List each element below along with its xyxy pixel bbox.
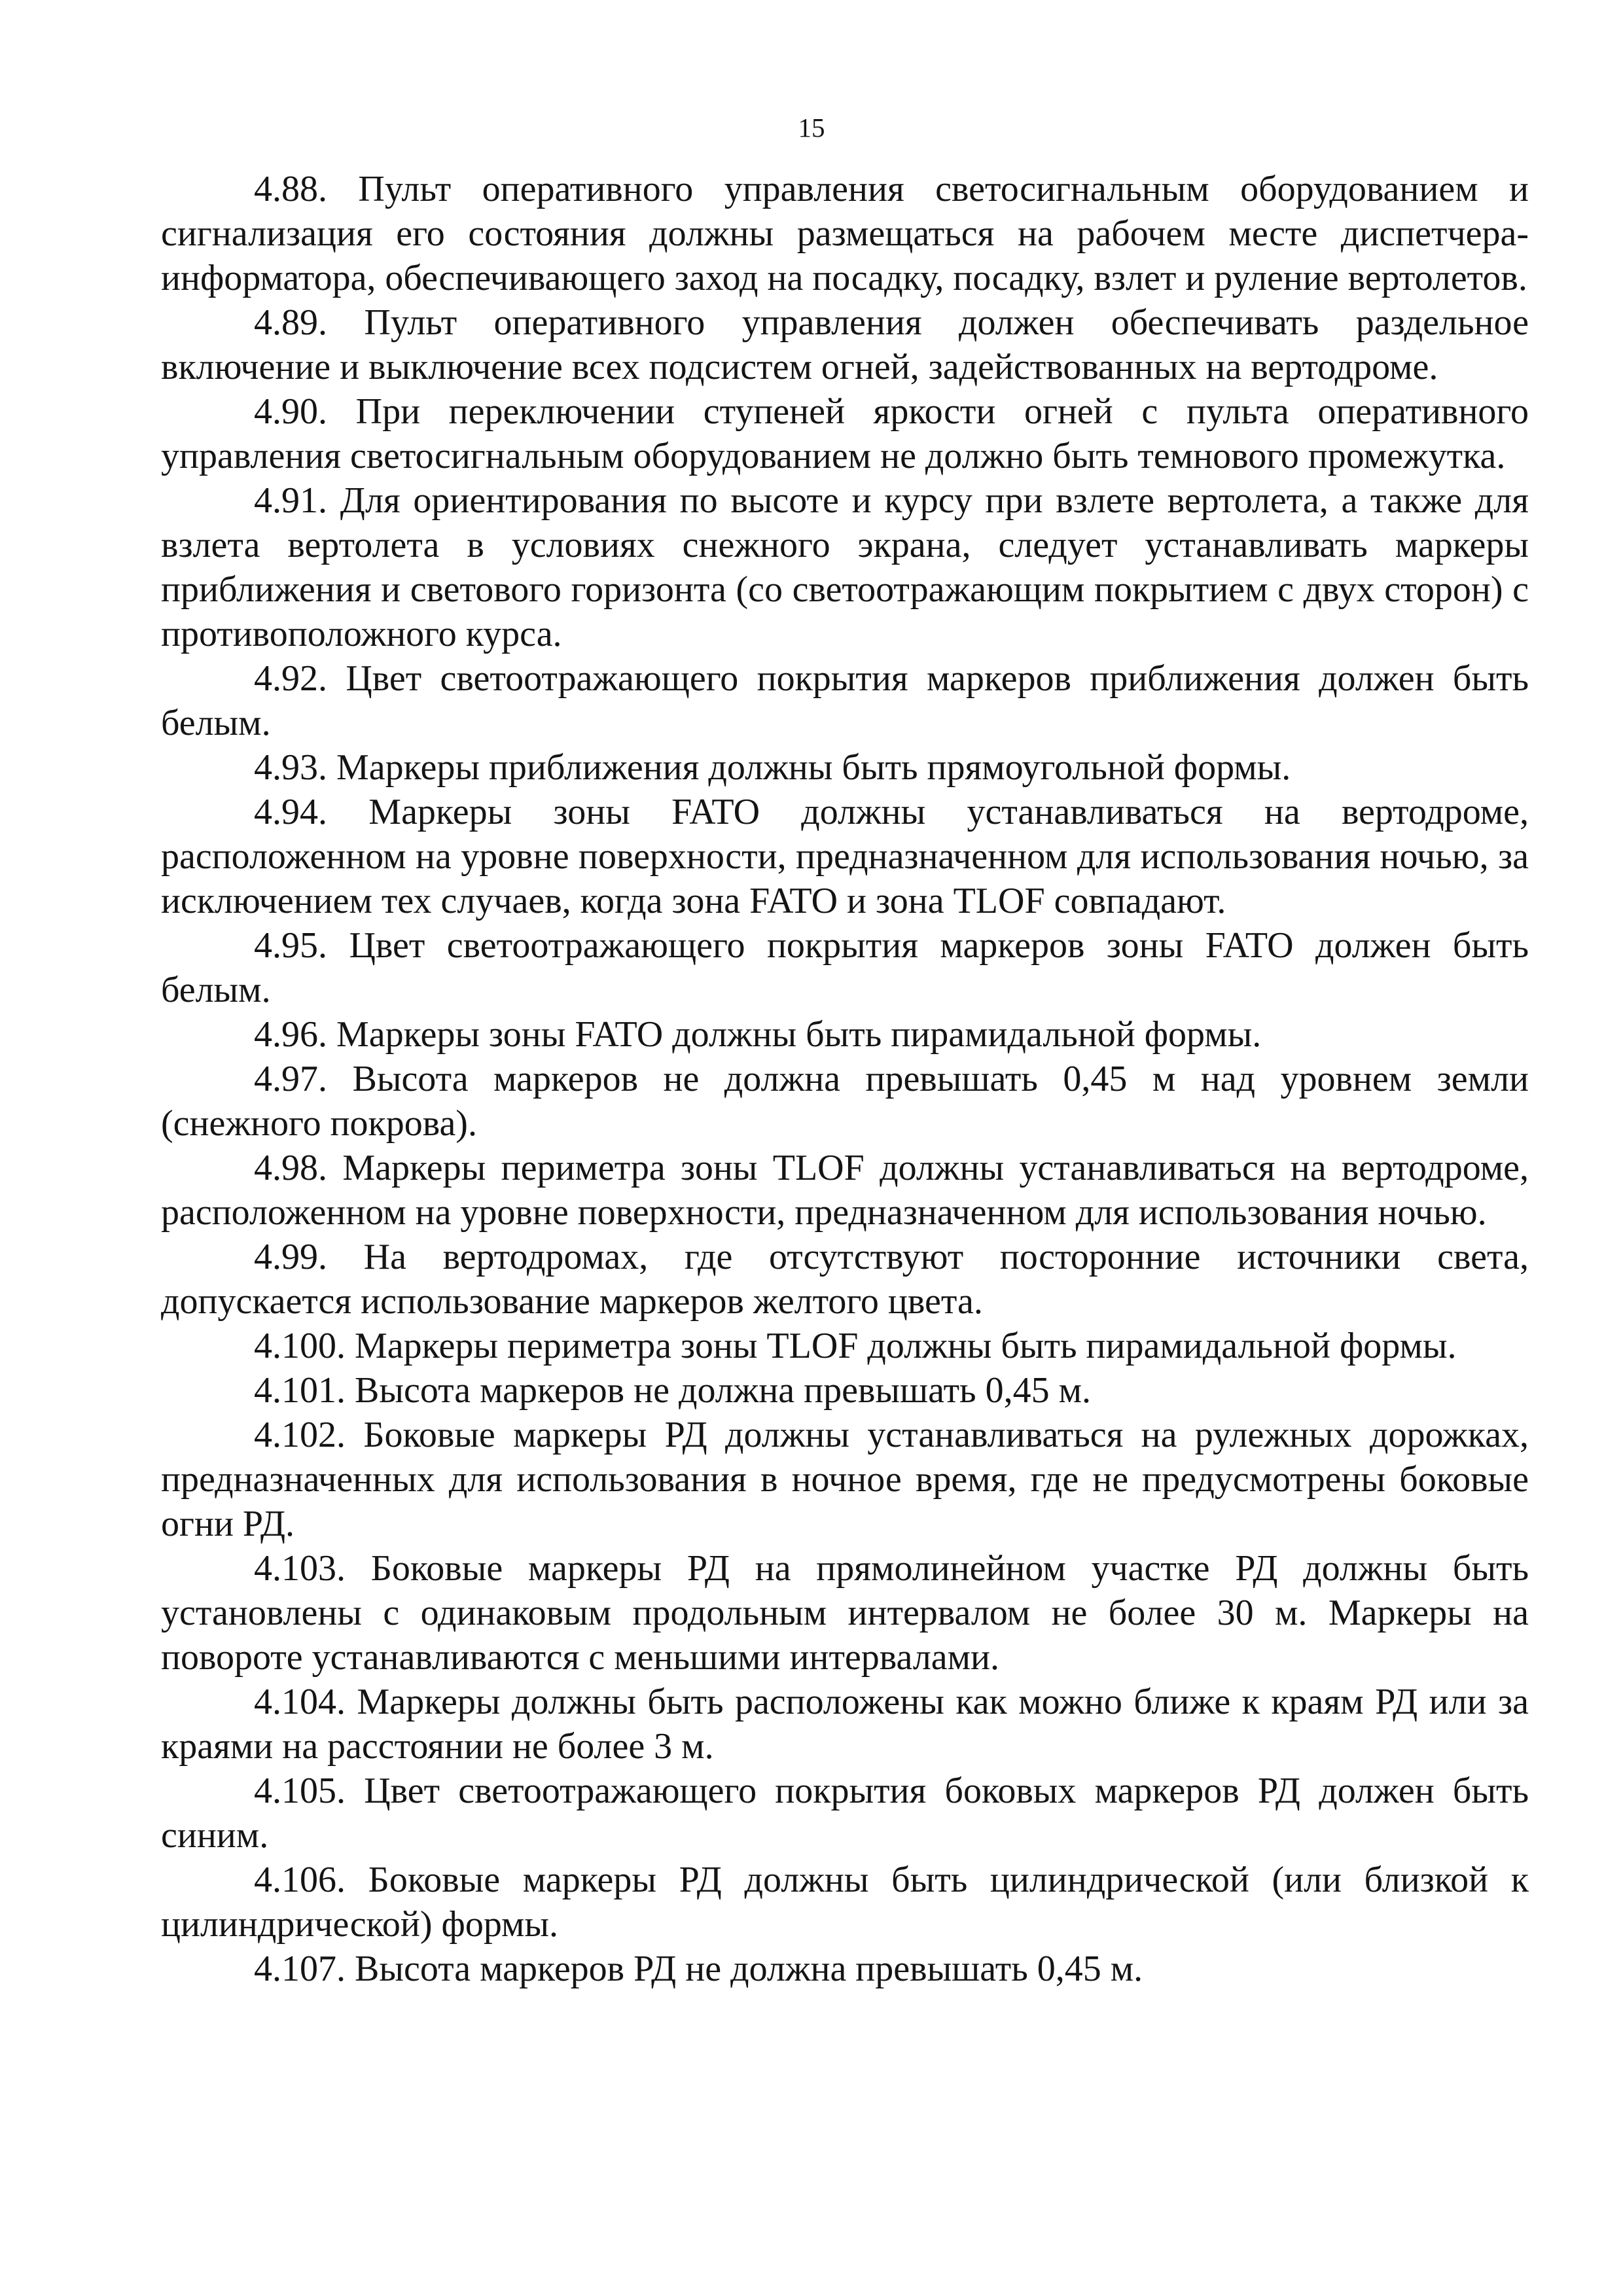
paragraph-text: Цвет светоотражающего покрытия маркеров приближения должен быть белым. bbox=[161, 658, 1529, 743]
paragraph-number: 4.105. bbox=[254, 1771, 346, 1811]
paragraph-4-94 bbox=[161, 790, 1529, 923]
paragraph-text: Пульт оперативного управления светосигнальным оборудованием и сигнализация его состояния должны размещаться на рабочем месте диспетчера-информатора, обеспечивающего заход на посадку, посадку, взлет и руление вертолетов. bbox=[161, 169, 1529, 298]
paragraph-4-105 bbox=[161, 1769, 1529, 1858]
paragraph-4-96 bbox=[161, 1012, 1529, 1057]
paragraph-number: 4.95. bbox=[254, 925, 327, 966]
paragraph-text: Боковые маркеры РД должны устанавливаться на рулежных дорожках, предназначенных для использования в ночное время, где не предусмотрены боковые огни РД. bbox=[161, 1415, 1529, 1544]
paragraph-text: Боковые маркеры РД должны быть цилиндрической (или близкой к цилиндрической) формы. bbox=[161, 1860, 1529, 1945]
paragraph-number: 4.102. bbox=[254, 1415, 346, 1455]
paragraph-4-91 bbox=[161, 478, 1529, 656]
paragraph-4-102 bbox=[161, 1413, 1529, 1546]
paragraph-text: Пульт оперативного управления должен обеспечивать раздельное включение и выключение всех подсистем огней, задействованных на вертодроме. bbox=[161, 302, 1529, 387]
paragraph-number: 4.93. bbox=[254, 747, 327, 788]
paragraph-4-103 bbox=[161, 1546, 1529, 1680]
paragraph-4-95 bbox=[161, 923, 1529, 1012]
paragraph-text: На вертодромах, где отсутствуют посторонние источники света, допускается использование маркеров желтого цвета. bbox=[161, 1237, 1529, 1322]
paragraph-text: Цвет светоотражающего покрытия маркеров зоны FATO должен быть белым. bbox=[161, 925, 1529, 1010]
paragraph-4-90 bbox=[161, 389, 1529, 478]
paragraph-number: 4.98. bbox=[254, 1148, 327, 1188]
document-body bbox=[161, 167, 1529, 1991]
paragraph-4-92 bbox=[161, 656, 1529, 745]
paragraph-4-93 bbox=[161, 745, 1529, 790]
paragraph-text: Для ориентирования по высоте и курсу при взлете вертолета, а также для взлета вертолета в условиях снежного экрана, следует устанавливать маркеры приближения и светового горизонта (со светоотражающим покрытием с двух сторон) с противоположного курса. bbox=[161, 480, 1529, 654]
paragraph-number: 4.91. bbox=[254, 480, 327, 521]
paragraph-number: 4.90. bbox=[254, 391, 327, 432]
paragraph-4-98 bbox=[161, 1146, 1529, 1235]
paragraph-4-100 bbox=[161, 1324, 1529, 1368]
paragraph-number: 4.92. bbox=[254, 658, 327, 699]
paragraph-4-97 bbox=[161, 1057, 1529, 1146]
paragraph-4-107 bbox=[161, 1947, 1529, 1991]
paragraph-number: 4.107. bbox=[254, 1949, 346, 1989]
paragraph-number: 4.106. bbox=[254, 1860, 346, 1900]
paragraph-text: Маркеры зоны FATO должны быть пирамидальной формы. bbox=[336, 1014, 1262, 1055]
paragraph-text: Цвет светоотражающего покрытия боковых маркеров РД должен быть синим. bbox=[161, 1771, 1529, 1856]
paragraph-text: Маркеры приближения должны быть прямоугольной формы. bbox=[336, 747, 1291, 788]
paragraph-number: 4.97. bbox=[254, 1059, 327, 1099]
paragraph-4-99 bbox=[161, 1235, 1529, 1324]
paragraph-text: При переключении ступеней яркости огней с пульта оперативного управления светосигнальным оборудованием не должно быть темнового промежутка. bbox=[161, 391, 1529, 476]
paragraph-number: 4.96. bbox=[254, 1014, 327, 1055]
paragraph-number: 4.103. bbox=[254, 1548, 346, 1589]
paragraph-number: 4.88. bbox=[254, 169, 327, 209]
paragraph-text: Маркеры должны быть расположены как можно ближе к краям РД или за краями на расстоянии не более 3 м. bbox=[161, 1682, 1529, 1767]
paragraph-text: Маркеры периметра зоны TLOF должны устанавливаться на вертодроме, расположенном на уровне поверхности, предназначенном для использования ночью. bbox=[161, 1148, 1529, 1233]
paragraph-number: 4.89. bbox=[254, 302, 327, 343]
page-number: 15 bbox=[798, 113, 825, 143]
paragraph-4-88 bbox=[161, 167, 1529, 300]
paragraph-4-101 bbox=[161, 1368, 1529, 1413]
paragraph-text: Боковые маркеры РД на прямолинейном участке РД должны быть установлены с одинаковым продольным интервалом не более 30 м. Маркеры на повороте устанавливаются с меньшими интервалами. bbox=[161, 1548, 1529, 1678]
paragraph-number: 4.94. bbox=[254, 792, 327, 832]
paragraph-text: Маркеры зоны FATO должны устанавливаться на вертодроме, расположенном на уровне поверхности, предназначенном для использования ночью, за исключением тех случаев, когда зона FATO и зона TLOF совпадают. bbox=[161, 792, 1529, 921]
paragraph-4-104 bbox=[161, 1680, 1529, 1769]
paragraph-number: 4.101. bbox=[254, 1370, 346, 1411]
paragraph-text: Высота маркеров РД не должна превышать 0,45 м. bbox=[355, 1949, 1143, 1989]
paragraph-4-89 bbox=[161, 300, 1529, 389]
paragraph-text: Высота маркеров не должна превышать 0,45 м. bbox=[355, 1370, 1092, 1411]
paragraph-text: Высота маркеров не должна превышать 0,45 м над уровнем земли (снежного покрова). bbox=[161, 1059, 1529, 1144]
paragraph-number: 4.99. bbox=[254, 1237, 327, 1277]
paragraph-number: 4.100. bbox=[254, 1326, 346, 1366]
paragraph-number: 4.104. bbox=[254, 1682, 346, 1722]
paragraph-text: Маркеры периметра зоны TLOF должны быть пирамидальной формы. bbox=[355, 1326, 1457, 1366]
paragraph-4-106 bbox=[161, 1858, 1529, 1947]
